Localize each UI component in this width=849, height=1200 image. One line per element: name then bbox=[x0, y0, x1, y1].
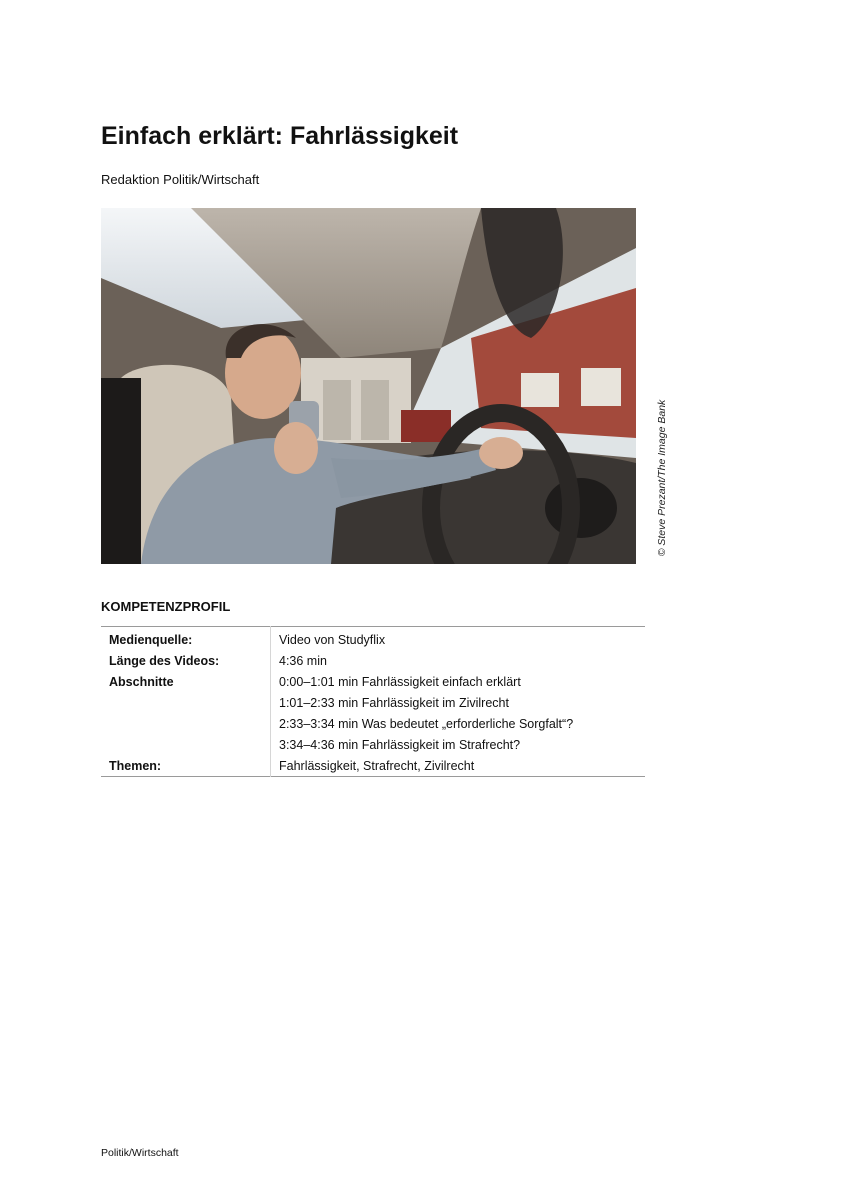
section-heading: KOMPETENZPROFIL bbox=[101, 599, 231, 614]
author-line: Redaktion Politik/Wirtschaft bbox=[101, 172, 260, 187]
row-value: Fahrlässigkeit, Strafrecht, Zivilrecht bbox=[279, 758, 475, 773]
table-row bbox=[101, 755, 645, 777]
row-value: Video von Studyflix bbox=[279, 632, 386, 647]
table-row bbox=[101, 713, 645, 734]
row-value: 1:01–2:33 min Fahrlässigkeit im Zivilrecht bbox=[279, 695, 509, 710]
table-row bbox=[101, 692, 645, 713]
row-label bbox=[101, 734, 271, 755]
table-row bbox=[101, 650, 645, 671]
table-row bbox=[101, 627, 645, 651]
competence-profile-table bbox=[101, 626, 645, 777]
cover-photo bbox=[101, 208, 636, 564]
row-value: 3:34–4:36 min Fahrlässigkeit im Strafrecht? bbox=[279, 737, 521, 752]
row-label: Abschnitte bbox=[101, 671, 271, 692]
row-label bbox=[101, 713, 271, 734]
row-value: 2:33–3:34 min Was bedeutet „erforderliche Sorgfalt“? bbox=[279, 716, 574, 731]
row-value: 4:36 min bbox=[279, 653, 327, 668]
page-title: Einfach erklärt: Fahrlässigkeit bbox=[101, 122, 459, 150]
row-label: Medienquelle: bbox=[101, 627, 271, 651]
photo-driver-shaving-icon bbox=[101, 208, 636, 564]
row-label: Länge des Videos: bbox=[101, 650, 271, 671]
page-footer: Politik/Wirtschaft bbox=[101, 1147, 179, 1159]
row-value: 0:00–1:01 min Fahrlässigkeit einfach erklärt bbox=[279, 674, 521, 689]
table-row bbox=[101, 734, 645, 755]
row-label: Themen: bbox=[101, 755, 271, 777]
row-label bbox=[101, 692, 271, 713]
table-row bbox=[101, 671, 645, 692]
